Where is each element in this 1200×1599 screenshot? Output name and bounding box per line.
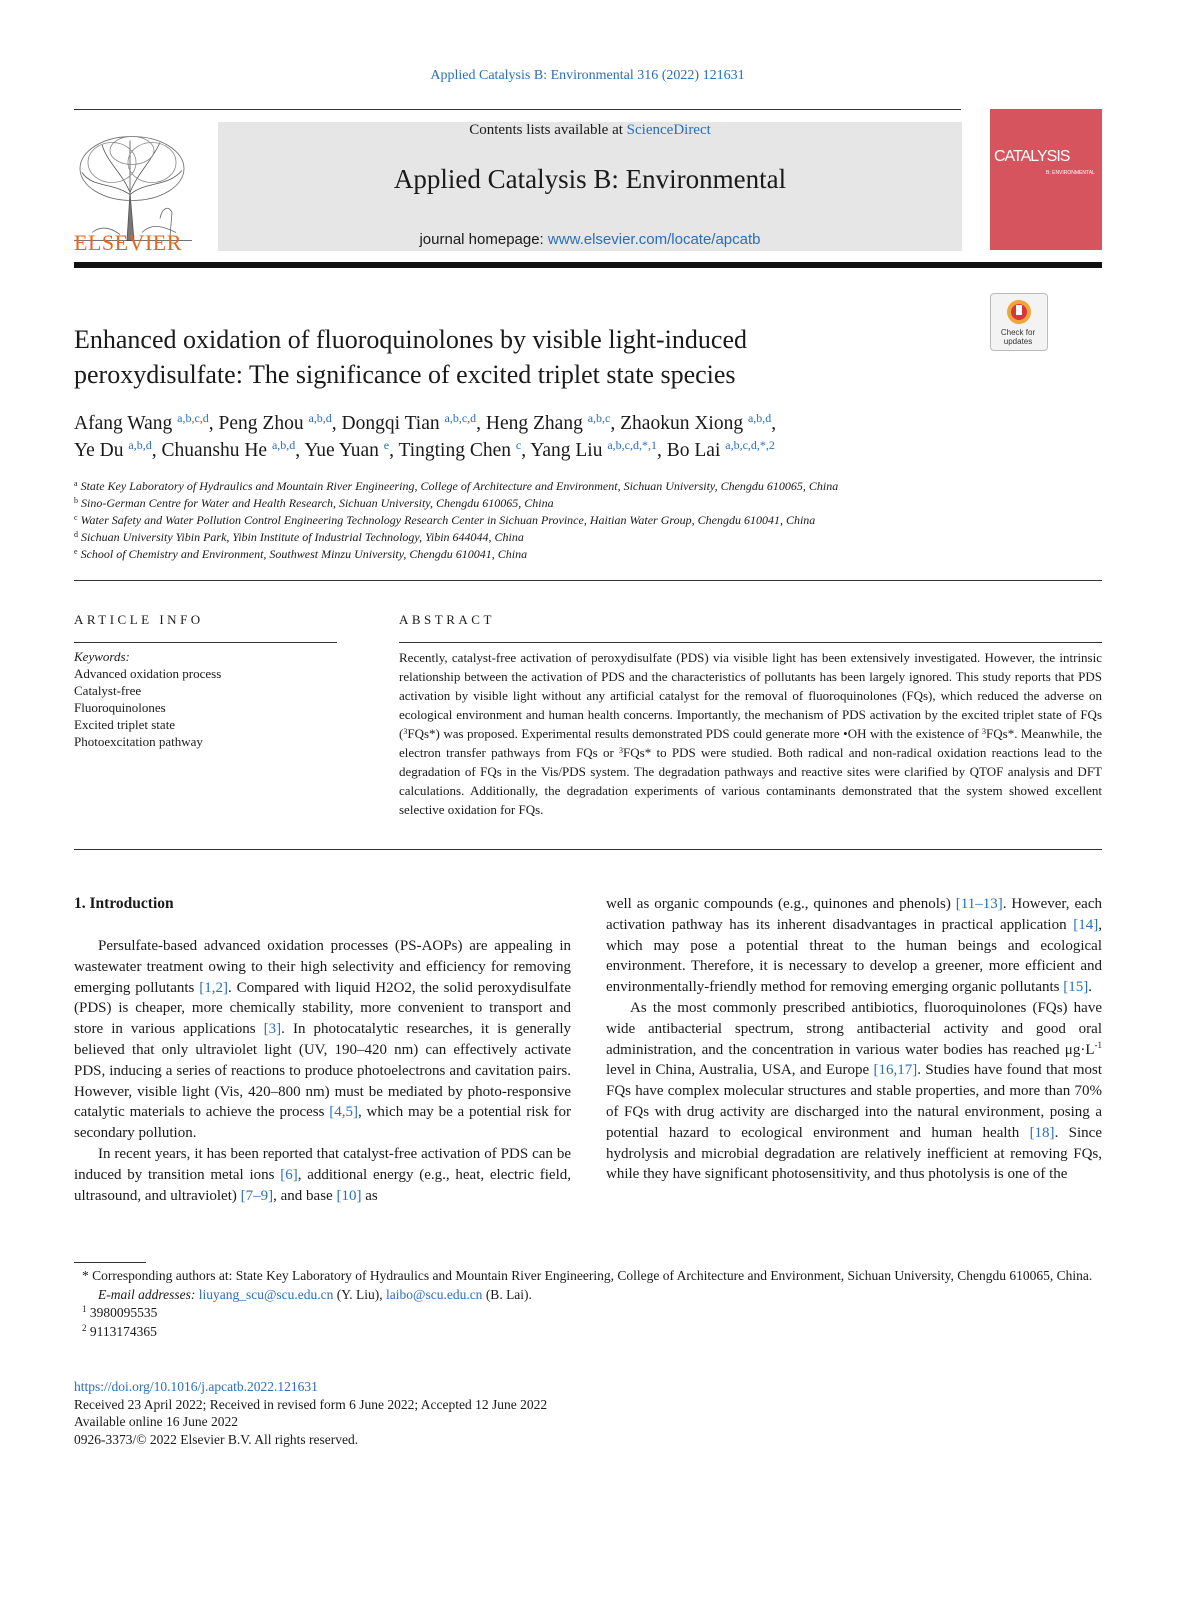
affiliation-text: Sino-German Centre for Water and Health Research, Sichuan University, Chengdu 610065, China [81, 496, 554, 510]
article-info-rule [74, 642, 337, 643]
footnotes [74, 1267, 1102, 1341]
running-head[interactable]: Applied Catalysis B: Environmental 316 (2022) 121631 [430, 68, 745, 83]
cover-subtitle: B: ENVIRONMENTAL [1046, 170, 1095, 176]
footnote-rule [74, 1262, 146, 1263]
affiliation-text: Water Safety and Water Pollution Control Engineering Technology Research Center in Sichuan Province, Haitian Water Group, Chengdu 610041, China [80, 513, 816, 527]
article-title [74, 322, 974, 392]
affiliation-label: a [74, 479, 78, 488]
author-name[interactable]: Heng Zhang [485, 413, 583, 434]
email-link[interactable]: liuyang_scu@scu.edu.cn [198, 1286, 334, 1302]
copyright-line: 0926-3373/© 2022 Elsevier B.V. All rights reserved. [74, 1431, 359, 1447]
keywords-label: Keywords: [74, 649, 130, 664]
affiliation-label: b [74, 496, 78, 505]
citation-link[interactable]: [4,5] [329, 1104, 358, 1121]
article-info-heading: ARTICLE INFO [74, 612, 204, 627]
citation-link[interactable]: [6] [280, 1166, 298, 1183]
author-name[interactable]: Chuanshu He [161, 440, 268, 461]
author-affil-sup[interactable]: a,b,c,d,*,2 [725, 438, 775, 452]
affiliation-item [74, 479, 838, 494]
journal-title: Applied Catalysis B: Environmental [393, 164, 787, 194]
affiliation-text: Sichuan University Yibin Park, Yibin Institute of Industrial Technology, Yibin 644044, China [81, 530, 524, 544]
publisher-wordmark: ELSEVIER [74, 230, 182, 255]
author-name[interactable]: Zhaokun Xiong [620, 413, 744, 434]
footnote-1: $^1$ 3980095535 [82, 1304, 158, 1320]
author-name[interactable]: Yue Yuan [304, 440, 379, 461]
journal-homepage: journal homepage: www.elsevier.com/locate/apcatb [419, 231, 761, 248]
header-rule [74, 109, 961, 110]
keyword-item: Fluoroquinolones [74, 700, 166, 715]
affiliation-item [74, 530, 524, 545]
citation-link[interactable]: [3] [263, 1021, 282, 1038]
paragraph: As the most commonly prescribed antibiotics, fluoroquinolones (FQs) have wide antibacterial spectrum, strong antibacterial activity and good oral administration, and the concentration in various water bodies has reached $\mu g\cdot L^{-1}$ level in China, Australia, USA, and Europe [16,17]. Studies have found that most FQs have complex molecular structures and stable properties, and more than 70% of FQs with drug activity are discharged into the natural environment, posing a potential hazard to ecological environment and human health [18]. Since hydrolysis and microbial degradation are relatively inefficient at removing FQs, while they have significant photosensitivity, and thus photolysis is one of the [606, 999, 1102, 1183]
author-list [74, 410, 1104, 464]
section-heading-introduction: 1. Introduction [74, 895, 174, 912]
keyword-item: Photoexcitation pathway [74, 734, 203, 749]
keyword-item: Excited triplet state [74, 717, 176, 732]
journal-cover-image[interactable] [990, 109, 1102, 250]
affiliation-item [74, 496, 554, 511]
affiliation-item [74, 513, 815, 528]
contents-line: Contents lists available at ScienceDirect [469, 122, 711, 138]
sciencedirect-link[interactable]: ScienceDirect [626, 122, 711, 138]
affiliation-text: State Key Laboratory of Hydraulics and Mountain River Engineering, College of Architecture and Environment, Sichuan University, Chengdu 610065, China [80, 479, 839, 493]
author-affil-sup[interactable]: e [383, 438, 390, 452]
section-divider [74, 580, 1102, 581]
corresponding-author-note: * Corresponding authors at: State Key Laboratory of Hydraulics and Mountain River Engineering, College of Architecture and Environment, Sichuan University, Chengdu 610065, China. [82, 1268, 1093, 1283]
paragraph: In recent years, it has been reported that catalyst-free activation of PDS can be induced by transition metal ions [6], additional energy (e.g., heat, electric field, ultrasound, and ultraviolet) [7–9], and base [10] as [74, 1145, 571, 1204]
paragraph: Persulfate-based advanced oxidation processes (PS-AOPs) are appealing in wastewater treatment owing to their high selectivity and efficiency for removing emerging pollutants [1,2]. Compared with liquid H2O2, the solid peroxydisulfate (PDS) is cheaper, more chemically stability, more convenient to transport and store in various applications [3]. In photocatalytic researches, it is generally believed that only ultraviolet light (UV, 190–420 nm) can effectively activate PDS, inducing a series of reactions to produce photoelectrons and cavitation pairs. However, visible light (Vis, 420–800 nm) must be mediated by photo-responsive catalytic materials to achieve the process [4,5], which may be a potential risk for secondary pollution. [74, 938, 571, 1142]
author-name[interactable]: Peng Zhou [218, 413, 304, 434]
author-affil-sup[interactable]: a,b,d [308, 411, 332, 425]
footnote-2: $^2$ 9113174365 [82, 1322, 157, 1339]
body-column-left [74, 936, 571, 1206]
received-dates: Received 23 April 2022; Received in revised form 6 June 2022; Accepted 12 June 2022 [74, 1396, 548, 1412]
available-online: Available online 16 June 2022 [74, 1414, 238, 1429]
author-affil-sup[interactable]: a,b,d [747, 411, 772, 425]
title-line-1: Enhanced oxidation of fluoroquinolones by visible light-induced [74, 325, 747, 354]
author-line-2: Ye Du $^{a,b,d}$, Chuanshu He $^{a,b,d}$, Yue Yuan $^e$, Tingting Chen $^c$, Yang Liu $^{a,b,c,d,*,1}$, Bo Lai $^{a,b,c,d,*,2}$ [74, 438, 775, 461]
author-affil-sup[interactable]: a,b,c,d,*,1 [607, 438, 658, 452]
author-affil-sup[interactable]: c [515, 438, 522, 452]
paragraph: well as organic compounds (e.g., quinones and phenols) [11–13]. However, each activation pathway has its inherent disadvantages in practical application [14], which may pose a potential threat to the human beings and ecological environment. Therefore, it is necessary to develop a greener, more efficient and environmentally-friendly method for removing emerging organic pollutants [15]. [606, 896, 1102, 996]
cover-title: CATALYSIS [994, 148, 1070, 165]
affiliation-item [74, 547, 527, 562]
citation-link[interactable]: [7–9] [240, 1187, 274, 1204]
affiliation-label: d [74, 530, 78, 539]
check-updates-label: Check for updates [1000, 328, 1036, 346]
author-affil-sup[interactable]: a,b,c,d [444, 411, 477, 425]
homepage-link[interactable]: www.elsevier.com/locate/apcatb [547, 231, 761, 248]
author-affil-sup[interactable]: a,b,d [271, 438, 296, 452]
affiliation-label: e [74, 547, 78, 556]
author-name[interactable]: Ye Du [74, 440, 124, 461]
abstract-end-rule [74, 849, 1102, 850]
abstract-text: Recently, catalyst-free activation of peroxydisulfate (PDS) via visible light has been extensively investigated. However, the intrinsic relationship between the activation of PDS and the characteristics of pollutants has been largely ignored. This study reports that PDS activation by visible light without any artificial catalyst for the removal of fluoroquinolones (FQs), which reduced the adverse on ecological environment and human health concerns. Importantly, the mechanism of PDS activation by the excited triplet state of FQs ($^3$FQs*) was proposed. Experimental results demonstrated PDS could generate more •OH with the existence of $^3$FQs*. Meanwhile, the electron transfer pathways from FQs or $^3$FQs* to PDS were studied. Both radical and non-radical oxidation reactions lead to the degradation of FQs in the Vis/PDS system. The degradation pathways and reactive sites were clarified by QTOF analysis and DFT calculations. Additionally, the degradation experiments of various contaminants demonstrated that the system showed excellent selective oxidation for FQs. [399, 650, 1102, 817]
author-affil-sup[interactable]: a,b,c [587, 411, 611, 425]
keywords-block [74, 648, 337, 750]
author-name[interactable]: Bo Lai [666, 440, 721, 461]
citation-link[interactable]: [15] [1063, 979, 1089, 996]
citation-link[interactable]: [16,17] [873, 1062, 918, 1079]
citation-link[interactable]: [18] [1029, 1124, 1055, 1141]
email-link[interactable]: laibo@scu.edu.cn [386, 1286, 483, 1302]
affiliation-text: School of Chemistry and Environment, Southwest Minzu University, Chengdu 610041, China [80, 547, 528, 561]
citation-link[interactable]: [14] [1073, 916, 1099, 933]
keyword-item: Advanced oxidation process [74, 666, 222, 681]
keyword-item: Catalyst-free [74, 683, 142, 698]
author-name[interactable]: Tingting Chen [398, 440, 511, 461]
citation-link[interactable]: [10] [336, 1187, 362, 1204]
affiliation-label: c [74, 513, 78, 522]
masthead-rule [74, 262, 1102, 268]
title-line-2: peroxydisulfate: The significance of excited triplet state species [74, 360, 736, 389]
abstract-heading: ABSTRACT [399, 612, 495, 627]
author-name[interactable]: Yang Liu [530, 440, 603, 461]
author-name[interactable]: Afang Wang [74, 413, 173, 434]
citation-link[interactable]: [1,2] [199, 979, 228, 996]
body-column-right [606, 894, 1102, 1185]
citation-link[interactable]: [11–13] [955, 896, 1003, 912]
author-name[interactable]: Dongqi Tian [341, 413, 440, 434]
email-line: E-mail addresses: liuyang_scu@scu.edu.cn (Y. Liu), laibo@scu.edu.cn (B. Lai). [98, 1286, 532, 1302]
author-affil-sup[interactable]: a,b,d [128, 438, 152, 452]
doi-link[interactable]: https://doi.org/10.1016/j.apcatb.2022.121631 [74, 1379, 318, 1394]
author-affil-sup[interactable]: a,b,c,d [177, 411, 209, 425]
abstract-rule [399, 642, 1102, 643]
check-updates-icon [991, 294, 1047, 328]
author-line-1: Afang Wang $^{a,b,c,d}$, Peng Zhou $^{a,b,d}$, Dongqi Tian $^{a,b,c,d}$, Heng Zhang $^{a,b,c}$, Zhaokun Xiong $^{a,b,d}$, [74, 411, 777, 434]
publication-info [74, 1378, 1102, 1448]
